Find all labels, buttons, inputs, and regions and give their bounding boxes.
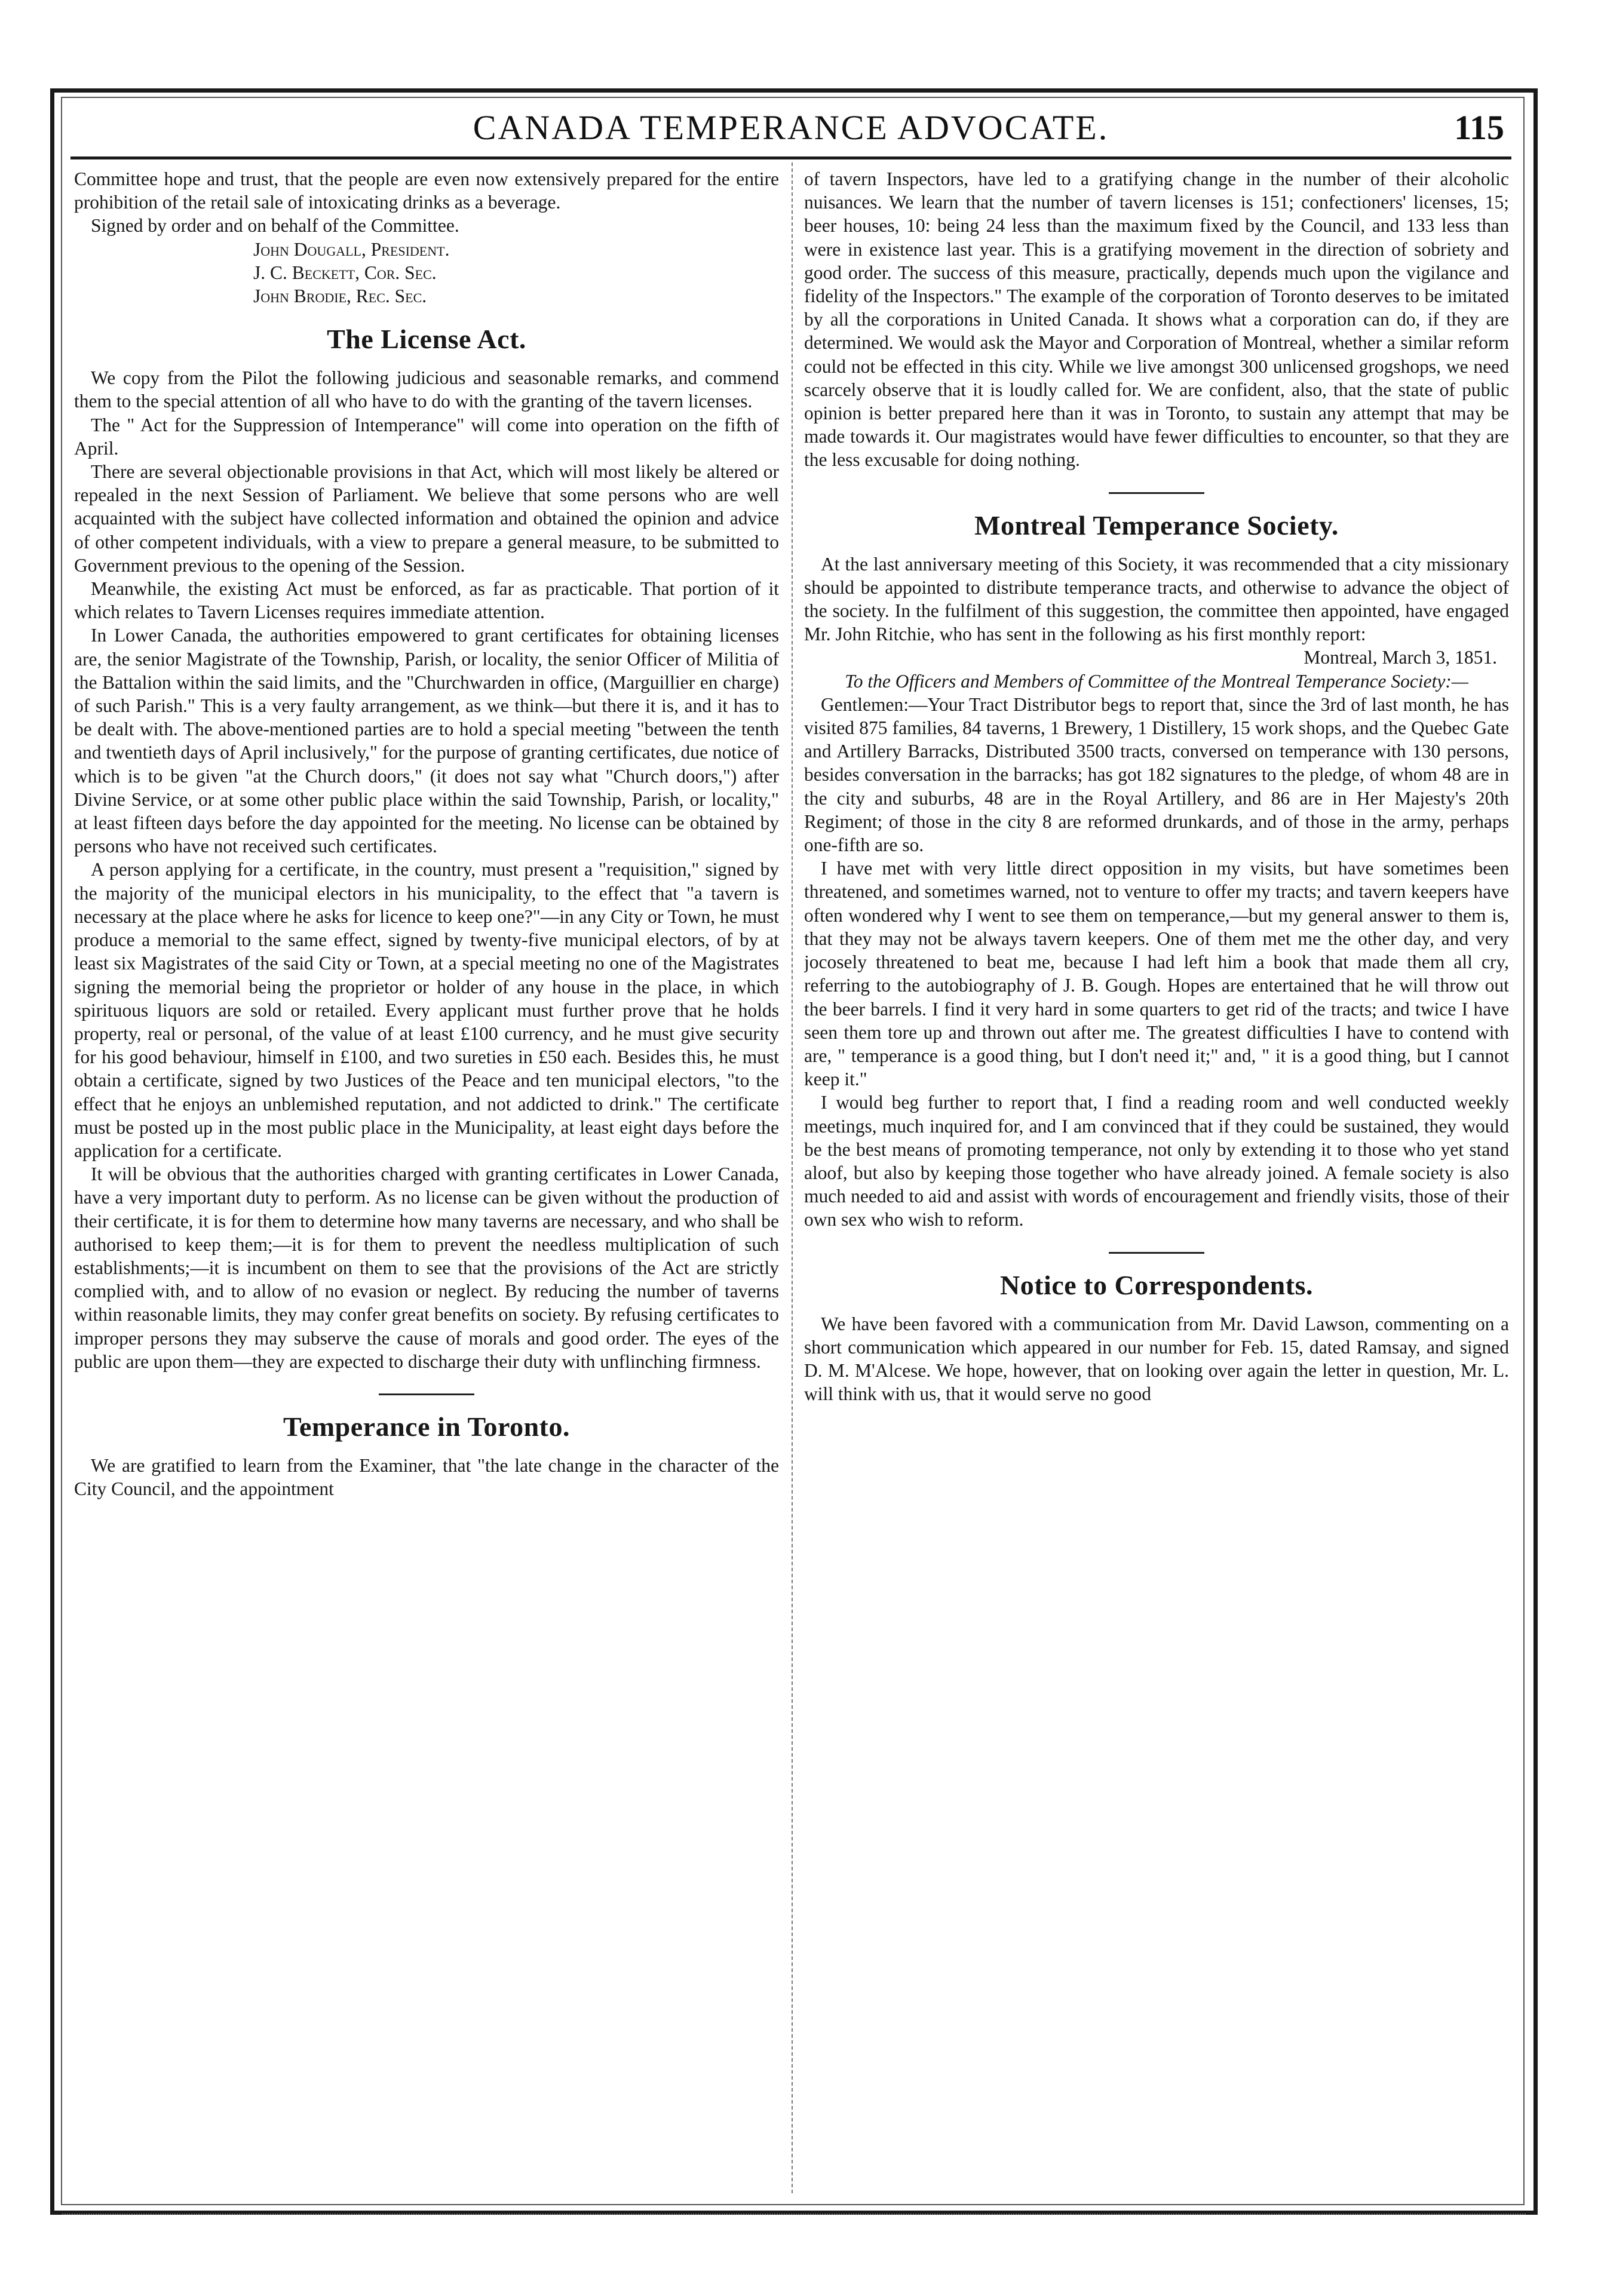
signature-cor-sec: J. C. Beckett, Cor. Sec.: [253, 262, 437, 283]
montreal-society-heading: Montreal Temperance Society.: [974, 509, 1339, 541]
publication-title: CANADA TEMPERANCE ADVOCATE.: [473, 108, 1109, 147]
license-paragraph-2: The " Act for the Suppression of Intemperance" will come into operation on the fifth of April.: [74, 414, 779, 459]
page-number: 115: [1454, 108, 1504, 147]
report-address: To the Officers and Members of Committee of the Montreal Temperance Society:—: [845, 670, 1468, 692]
report-date: Montreal, March 3, 1851.: [1304, 647, 1497, 668]
license-paragraph-1: We copy from the Pilot the following judicious and seasonable remarks, and commend them to the special attention of all who have to do with the granting of the tavern licenses.: [74, 367, 779, 412]
signature-president: John Dougall, President.: [253, 238, 450, 260]
signed-line: Signed by order and on behalf of the Committee.: [91, 215, 459, 237]
montreal-paragraph-1: At the last anniversary meeting of this Society, it was recommended that a city missionary should be appointed to distribute temperance tracts, and otherwise to advance the object of the society. In the fulfilment of this suggestion, the committee then appointed, have engaged Mr. John Ritchie, who has sent in the following as his first monthly report:: [804, 553, 1509, 645]
toronto-paragraph-1: We are gratified to learn from the Examiner, that "the late change in the character of the City Council, and the appointment: [74, 1454, 779, 1500]
report-paragraph-1: Gentlemen:—Your Tract Distributor begs to report that, since the 3rd of last month, he has visited 875 families, 84 taverns, 1 Brewery, 1 Distillery, 15 work shops, and the Quebec Gate and Artillery Barracks, Distributed 3500 tracts, conversed on temperance with 130 persons, besides conversation in the barracks; has got 182 signatures to the pledge, of whom 48 are in the city and suburbs, 48 are in the Royal Artillery, and 86 are in Her Majesty's 20th Regiment; of those in the city 8 are reformed drunkards, and of those in the army, perhaps one-fifth are so.: [804, 693, 1509, 856]
license-paragraph-7: It will be obvious that the authorities charged with granting certificates in Lower Canada, have a very important duty to perform. As no license can be given without the production of their certificate, it is for them to determine how many taverns are necessary, and who shall be authorised to keep them;—it is for them to prevent the needless multiplication of such establishments;—it is incumbent on them to see that the provisions of the Act are strictly complied with, and to allow of no evasion or neglect. By reducing the number of taverns within reasonable limits, they may confer great benefits on society. By refusing certificates to improper persons they may subserve the cause of morals and good order. The eyes of the public are upon them—they are expected to discharge their duty with unflinching firmness.: [74, 1164, 779, 1372]
section-rule: [1109, 1252, 1204, 1254]
license-paragraph-4: Meanwhile, the existing Act must be enforced, as far as practicable. That portion of it which relates to Tavern Licenses requires immediate attention.: [74, 578, 779, 623]
column-divider: [792, 162, 793, 2193]
section-rule: [1109, 492, 1204, 494]
header-rule: [70, 156, 1511, 159]
left-column: [74, 167, 779, 2198]
license-paragraph-5: In Lower Canada, the authorities empowered to grant certificates for obtaining licenses are, the senior Magistrate of the Township, Parish, or locality, the senior Officer of Militia of the Battalion within the said limits, and the "Churchwarden in office, (Marguillier en charge) of such Parish." This is a very faulty arrangement, as we think—but there it is, and it has to be dealt with. The above-mentioned parties are to hold a special meeting "between the tenth and twentieth days of April inclusively," for the purpose of granting certificates, due notice of which is to be given "at the Church doors," (it does not say what "Church doors,") after Divine Service, or at some other public place within the said Township, Parish, or locality," at least fifteen days before the day appointed for the meeting. No license can be obtained by persons who have not received such certificates.: [74, 625, 779, 857]
committee-paragraph: Committee hope and trust, that the people are even now extensively prepared for the entire prohibition of the retail sale of intoxicating drinks as a beverage.: [74, 168, 779, 213]
notice-paragraph-1: We have been favored with a communication from Mr. David Lawson, commenting on a short communication which appeared in our number for Feb. 15, dated Ramsay, and signed D. M. M'Alcese. We hope, however, that on looking over again the letter in question, Mr. L. will think with us, that it would serve no good: [804, 1313, 1509, 1405]
notice-heading: Notice to Correspondents.: [1000, 1269, 1313, 1300]
page-header: [70, 103, 1511, 160]
license-paragraph-3: There are several objectionable provisions in that Act, which will most likely be altered or repealed in the next Session of Parliament. We believe that some persons who are well acquainted with the subject have collected information and obtained the opinion and advice of other competent individuals, with a view to prepare a general measure, to be submitted to Government previous to the opening of the Session.: [74, 461, 779, 576]
section-rule: [379, 1393, 474, 1395]
toronto-continuation: of tavern Inspectors, have led to a gratifying change in the number of their alcoholic nuisances. We learn that the number of tavern licenses is 151; confectioners' licenses, 15; beer houses, 10: being 24 less than the maximum fixed by the Council, and 133 less than were in existence last year. This is a gratifying movement in the direction of sobriety and good order. The success of this measure, practically, depends much upon the vigilance and fidelity of the Inspectors." The example of the corporation of Toronto deserves to be imitated by all the corporations in United Canada. It shows what a corporation can do, if they are determined. We would ask the Mayor and Corporation of Montreal, whether a similar reform could not be effected in this city. While we live amongst 300 unlicensed grogshops, we need scarcely observe that it is loudly called for. We are confident, also, that the state of public opinion is better prepared here than it was in Toronto, to sustain any attempt that may be made towards it. Our magistrates would have fewer difficulties to encounter, so that they are the less excusable for doing nothing.: [804, 168, 1509, 471]
license-paragraph-6: A person applying for a certificate, in the country, must present a "requisition," signed by the majority of the municipal electors in his municipality, to the effect that "a tavern is necessary at the place where he asks for licence to keep one?"—in any City or Town, he must produce a memorial to the same effect, signed by twenty-five municipal electors, of by at least six Magistrates of the said City or Town, at a special meeting no one of the Magistrates signing the memorial being the proprietor or holder of any house in the place, in which spirituous liquors are sold or retailed. Every applicant must further prove that he holds property, real or personal, of the value of at least £100 currency, and he must give security for his good behaviour, himself in £100, and two sureties in £50 each. Besides this, he must obtain a certificate, signed by two Justices of the Peace and ten municipal electors, "to the effect that he enjoys an unblemished reputation, and not addicted to drink." The certificate must be posted up in the most public place in the Municipality, at least eight days before the application for a certificate.: [74, 859, 779, 1161]
license-act-heading: The License Act.: [327, 324, 526, 355]
bottom-edge: [62, 2214, 1526, 2224]
toronto-heading: Temperance in Toronto.: [283, 1411, 570, 1442]
report-paragraph-2: I have met with very little direct opposition in my visits, but have sometimes been threatened, and sometimes warned, not to venture to offer my tracts; and tavern keepers have often wondered why I went to see them on temperance,—but my general answer to them is, that they may not be always tavern keepers. One of them met me the other day, and very jocosely threatened to beat me, because I had left him a book that made them all cry, referring to the autobiography of J. B. Gough. Hopes are entertained that he will throw out the beer barrels. I find it very hard in some quarters to get rid of the tracts; and twice I have seen them tore up and thrown out after me. The greatest difficulties I have to contend with are, " temperance is a good thing, but I don't need it;" and, " it is a good thing, but I cannot keep it.": [804, 858, 1509, 1090]
signature-rec-sec: John Brodie, Rec. Sec.: [253, 286, 427, 307]
right-column: [804, 167, 1509, 2198]
report-paragraph-3: I would beg further to report that, I find a reading room and well conducted weekly meetings, much inquired for, and I am convinced that if they could be sustained, they would be the best means of promoting temperance, not only by extending it to those who yet stand aloof, but also by keeping those together who have already joined. A female society is also much needed to aid and assist with words of encouragement and friendly visits, those of their own sex who wish to reform.: [804, 1092, 1509, 1230]
